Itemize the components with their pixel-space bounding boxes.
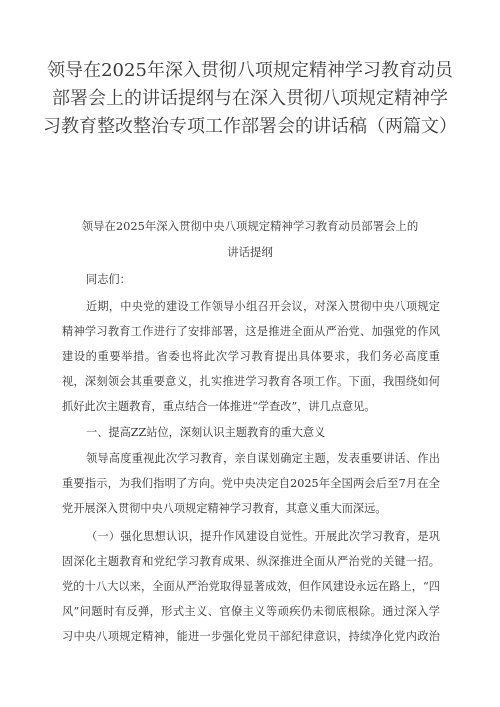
paragraph-line: 领导高度重视此次学习教育，亲自谋划确定主题，发表重要讲话、作出 (86, 452, 440, 465)
section-heading: 一、提高ZZ站位，深刻认识主题教育的重大意义 (86, 426, 326, 439)
document-title-line-2: 部署会上的讲话提纲与在深入贯彻八项规定精神学 (52, 88, 448, 109)
paragraph-line: 固深化主题教育和党纪学习教育成果、纵深推进全面从严治党的关键一招。 (62, 555, 440, 568)
salutation: 同志们： (86, 273, 131, 286)
document-title-line-1: 领导在2025年深入贯彻八项规定精神学习教育动员 (47, 60, 453, 81)
section-title-line-2: 讲话提纲 (227, 245, 273, 259)
section-title-line-1: 领导在2025年深入贯彻中央八项规定精神学习教育动员部署会上的 (81, 219, 419, 233)
paragraph-line: 近期，中央党的建设工作领导小组召开会议，对深入贯彻中央八项规定 (86, 300, 440, 313)
paragraph-line: 重要指示，为我们指明了方向。党中央决定自2025年全国两会后至7月在全 (62, 477, 440, 490)
paragraph-line: 视，深刻领会其重要意义，扎实推进学习教育各项工作。下面，我围绕如何 (62, 375, 440, 388)
paragraph-line: 习中央八项规定精神，能进一步强化党员干部纪律意识，持续净化党内政治 (62, 630, 440, 643)
paragraph-line: 抓好此次主题教育，重点结合一体推进“学查改”，讲几点意见。 (62, 400, 376, 413)
paragraph-line: （一）强化思想认识，提升作风建设自觉性。开展此次学习教育，是巩 (86, 530, 440, 543)
paragraph-line: 党开展深入贯彻中央八项规定精神学习教育，其意义重大而深远。 (62, 502, 387, 515)
document-title-line-3: 习教育整改整治专项工作部署会的讲话稿（两篇文） (43, 116, 457, 137)
paragraph-line: 精神学习教育工作进行了安排部署，这是推进全面从严治党、加强党的作风 (62, 325, 440, 338)
paragraph-line: 风”问题时有反弹，形式主义、官僚主义等顽疾仍未彻底根除。通过深入学 (62, 605, 440, 618)
paragraph-line: 党的十八大以来，全面从严治党取得显著成效，但作风建设永远在路上，“四 (62, 580, 440, 593)
paragraph-line: 建设的重要举措。省委也将此次学习教育提出具体要求，我们务必高度重 (62, 350, 440, 363)
